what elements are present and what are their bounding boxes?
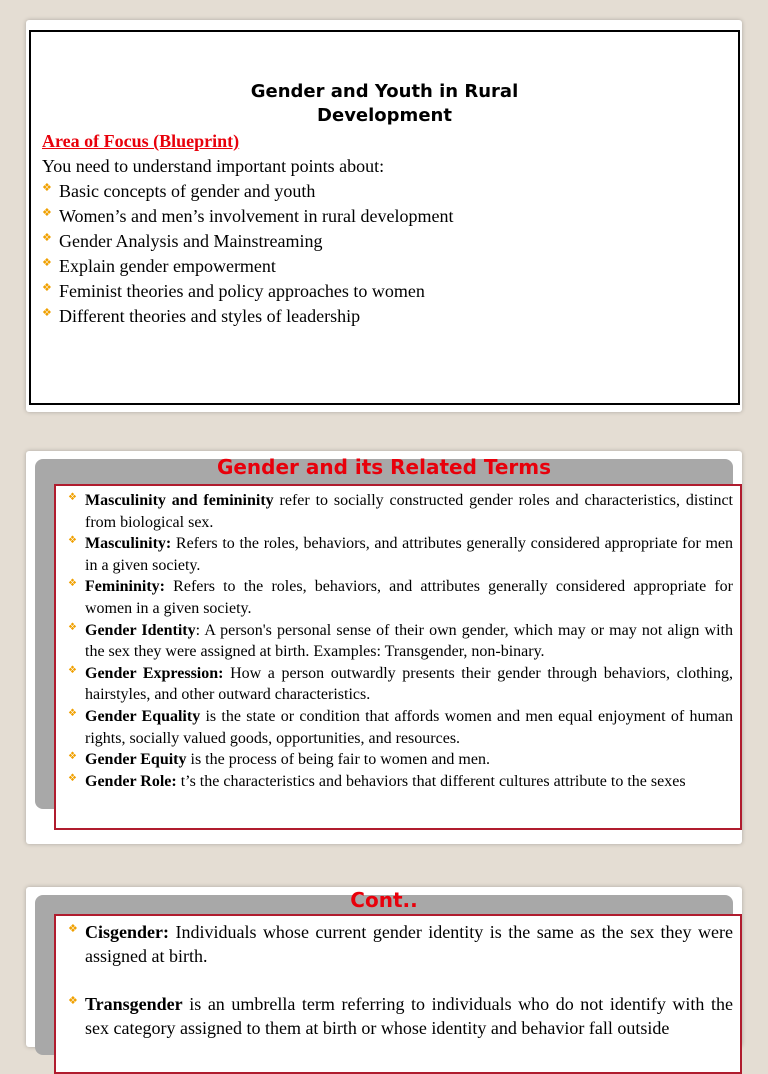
term-item: ❖ Gender Equality is the state or condition that affords women and men equal enjoyment of human rights, socially valued goods, opportunities, and resources.: [68, 707, 733, 747]
title-line-2: Development: [317, 105, 452, 126]
diamond-bullet-icon: ❖: [42, 182, 52, 194]
term-item: ❖ Gender Identity: A person's personal sense of their own gender, which may or may not align with the sex they were assigned at birth. Examples: Transgender, non-binary.: [68, 621, 734, 661]
list-item: ❖ Women’s and men’s involvement in rural development: [42, 206, 454, 226]
list-item: ❖ Gender Analysis and Mainstreaming: [42, 231, 323, 251]
diamond-bullet-icon: ❖: [68, 707, 77, 719]
list-item: ❖ Feminist theories and policy approaches to women: [42, 281, 425, 301]
term-list: [68, 920, 733, 1064]
slide-1: [26, 20, 742, 412]
list-item: ❖ Explain gender empowerment: [42, 256, 276, 276]
diamond-bullet-icon: ❖: [42, 307, 52, 319]
list-item: ❖ Basic concepts of gender and youth: [42, 181, 316, 201]
diamond-bullet-icon: ❖: [68, 535, 77, 547]
slide-3-content-box: [54, 914, 742, 1074]
diamond-bullet-icon: ❖: [68, 621, 77, 633]
slide-2-heading: Gender and its Related Terms: [216, 455, 552, 479]
diamond-bullet-icon: ❖: [42, 232, 52, 244]
diamond-bullet-icon: ❖: [68, 923, 78, 935]
term-item: ❖ Cisgender: Individuals whose current gender identity is the same as the sex they were assigned at birth.: [68, 922, 733, 966]
slide-1-frame: [29, 30, 740, 405]
slide-1-title: [31, 80, 738, 128]
diamond-bullet-icon: ❖: [68, 492, 77, 503]
term-item: ❖ Femininity: Refers to the roles, behaviors, and attributes generally considered appropriate for women in a given society.: [68, 578, 733, 617]
intro-text: You need to understand important points about:: [42, 156, 385, 176]
diamond-bullet-icon: ❖: [42, 207, 52, 219]
diamond-bullet-icon: ❖: [68, 664, 77, 676]
diamond-bullet-icon: ❖: [42, 282, 52, 294]
term-item: ❖ Masculinity: Refers to the roles, behaviors, and attributes generally considered appropriate for men in a given society.: [68, 535, 733, 574]
title-line-1: Gender and Youth in Rural: [250, 81, 519, 102]
slide-3: [26, 887, 742, 1047]
slide-1-body: [42, 129, 453, 329]
diamond-bullet-icon: ❖: [68, 578, 77, 590]
term-list: [68, 490, 733, 792]
slide-2: [26, 451, 742, 844]
term-item: ❖ Gender Equity is the process of being fair to women and men.: [68, 751, 490, 769]
list-item: ❖ Different theories and styles of leadership: [42, 306, 361, 326]
term-item: ❖ Gender Expression: How a person outwardly presents their gender through behaviors, clothing, hairstyles, and other outward characteristics.: [68, 664, 734, 704]
diamond-bullet-icon: ❖: [42, 257, 52, 269]
diamond-bullet-icon: ❖: [68, 995, 78, 1007]
diamond-bullet-icon: ❖: [68, 772, 77, 784]
term-item: ❖ Transgender is an umbrella term referring to individuals who do not identify with the sex category assigned to them at birth or whose identity and behavior fall outside: [68, 994, 733, 1038]
term-item: ❖ Masculinity and femininity refer to socially constructed gender roles and characteristics, distinct from biological sex.: [68, 492, 733, 531]
slide-2-content-box: [54, 484, 742, 830]
diamond-bullet-icon: ❖: [68, 751, 77, 763]
slide-3-heading: Cont..: [350, 888, 418, 912]
focus-label: Area of Focus (Blueprint): [42, 131, 240, 151]
term-item: ❖ Gender Role: t’s the characteristics and behaviors that different cultures attribute to the sexes: [68, 772, 686, 790]
